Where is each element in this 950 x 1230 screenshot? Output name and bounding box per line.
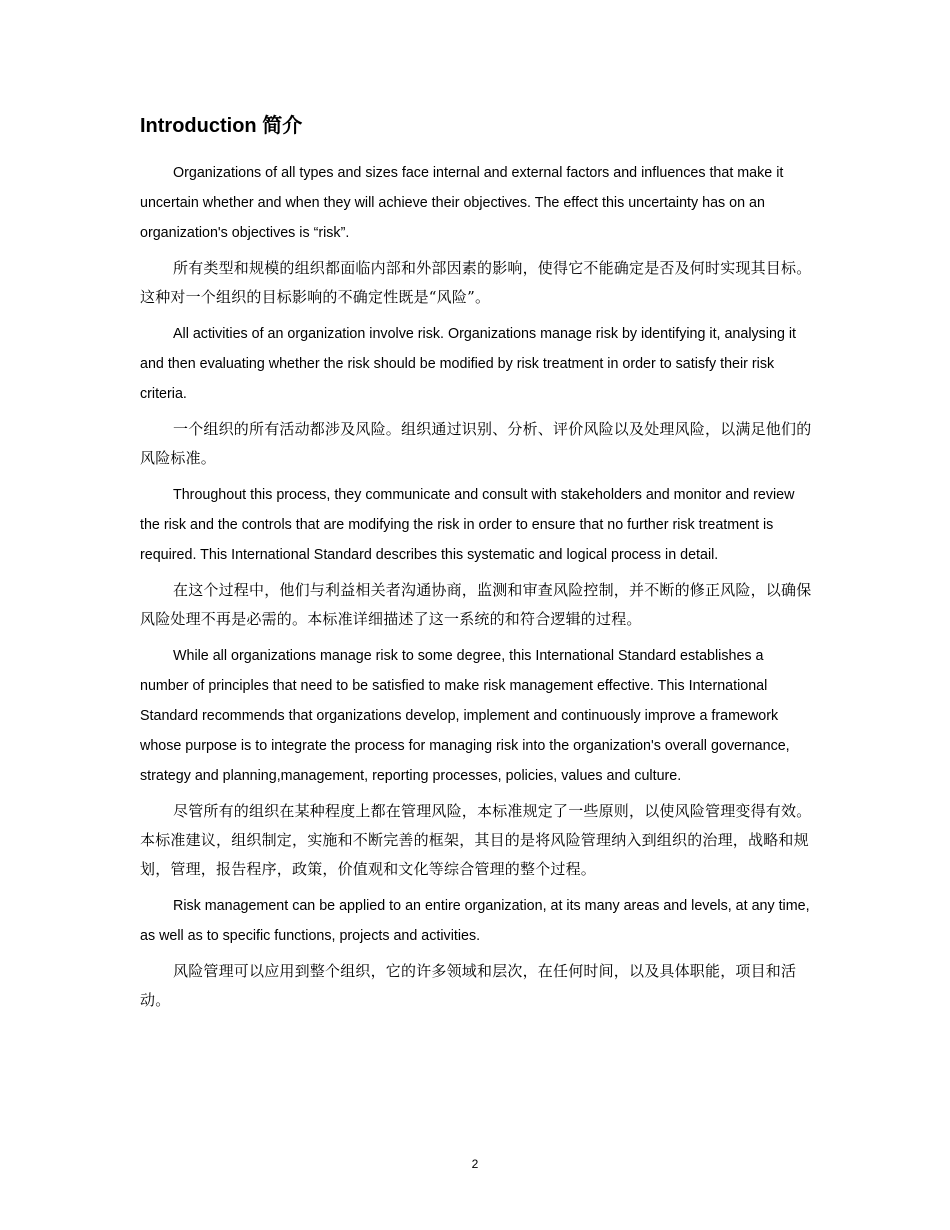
section-heading: Introduction 简介 [140, 115, 303, 137]
paragraph-en-5: Risk management can be applied to an entire organization, at its many areas and levels, at any time, as well as to specific functions, projects and activities. [140, 898, 810, 944]
page-number: 2 [471, 1157, 479, 1171]
paragraph-zh-1: 所有类型和规模的组织都面临内部和外部因素的影响，使得它不能确定是否及何时实现其目标。这种对一个组织的目标影响的不确定性既是“风险”。 [140, 259, 812, 306]
paragraph-zh-2: 一个组织的所有活动都涉及风险。组织通过识别、分析、评价风险以及处理风险，以满足他们的风险标准。 [140, 420, 812, 467]
paragraph-en-3: Throughout this process, they communicate and consult with stakeholders and monitor and review the risk and the controls that are modifying the risk in order to ensure that no further risk treatment is required. This International Standard describes this systematic and logical process in detail. [140, 487, 795, 563]
document-body [140, 112, 812, 1022]
paragraph-zh-4: 尽管所有的组织在某种程度上都在管理风险，本标准规定了一些原则，以使风险管理变得有效。本标准建议，组织制定，实施和不断完善的框架，其目的是将风险管理纳入到组织的治理，战略和规划，管理，报告程序，政策，价值观和文化等综合管理的整个过程。 [140, 802, 812, 878]
paragraph-en-1: Organizations of all types and sizes face internal and external factors and influences that make it uncertain whether and when they will achieve their objectives. The effect this uncertainty has on an organization's objectives is “risk”. [140, 165, 784, 241]
paragraph-en-2: All activities of an organization involve risk. Organizations manage risk by identifying it, analysing it and then evaluating whether the risk should be modified by risk treatment in order to satisfy their risk criteria. [140, 326, 797, 402]
paragraph-zh-5: 风险管理可以应用到整个组织，它的许多领域和层次，在任何时间，以及具体职能，项目和活动。 [140, 962, 797, 1009]
paragraph-zh-3: 在这个过程中，他们与利益相关者沟通协商，监测和审查风险控制，并不断的修正风险，以确保风险处理不再是必需的。本标准详细描述了这一系统的和符合逻辑的过程。 [140, 581, 812, 628]
paragraph-en-4: While all organizations manage risk to some degree, this International Standard establishes a number of principles that need to be satisfied to make risk management effective. This International Standard recommends that organizations develop, implement and continuously improve a framework whose purpose is to integrate the process for managing risk into the organization's overall governance, strategy and planning,management, reporting processes, policies, values and culture. [140, 648, 790, 784]
